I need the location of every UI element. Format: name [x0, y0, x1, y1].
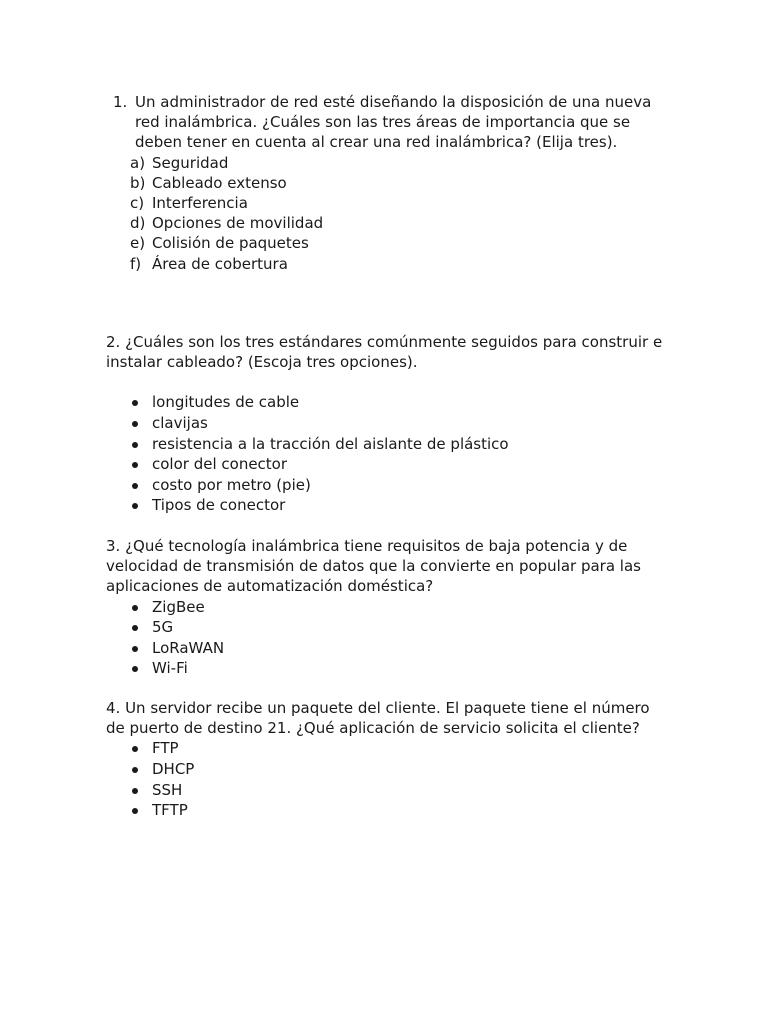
bullet-icon	[132, 421, 138, 427]
question-1	[106, 92, 666, 274]
bullet-icon	[132, 666, 138, 672]
bullet-icon	[132, 788, 138, 794]
list-item	[106, 658, 666, 679]
list-item	[106, 392, 666, 413]
bullet-icon	[132, 767, 138, 773]
option-c-text: Interferencia	[152, 194, 248, 213]
list-item-text: ZigBee	[152, 597, 205, 616]
option-d	[130, 213, 666, 233]
question-2-text: 2. ¿Cuáles son los tres estándares comúnmente seguidos para construir e instalar cableado? (Escoja tres opciones).	[106, 333, 663, 372]
list-item-text: costo por metro (pie)	[152, 475, 311, 494]
list-item-text: color del conector	[152, 455, 288, 474]
question-1-text: Un administrador de red esté diseñando la disposición de una nueva red inalámbrica. ¿Cuáles son las tres áreas de importancia que se deben tener en cuenta al crear una red inalámbrica? (Elija tres).	[135, 93, 652, 152]
list-item	[106, 597, 666, 618]
question-4-text: 4. Un servidor recibe un paquete del cliente. El paquete tiene el número de puerto de destino 21. ¿Qué aplicación de servicio solicita el cliente?	[106, 699, 650, 738]
list-item-text: Wi-Fi	[152, 659, 188, 678]
bullet-icon	[132, 483, 138, 489]
question-4-options	[106, 738, 666, 820]
option-b-letter: b)	[130, 173, 146, 192]
list-item	[106, 738, 666, 759]
option-a-letter: a)	[130, 153, 146, 172]
list-item	[106, 638, 666, 659]
list-item-text: clavijas	[152, 414, 208, 432]
bullet-icon	[132, 808, 138, 814]
bullet-icon	[132, 503, 138, 509]
list-item	[106, 454, 666, 475]
question-3	[106, 536, 666, 679]
option-f	[130, 254, 666, 274]
bullet-icon	[132, 625, 138, 631]
question-4	[106, 698, 666, 821]
question-2	[106, 332, 666, 516]
question-2-options	[106, 392, 666, 516]
list-item	[106, 800, 666, 821]
list-item-text: 5G	[152, 618, 174, 637]
option-c	[130, 193, 666, 213]
question-1-number: 1.	[113, 93, 128, 111]
list-item	[106, 475, 666, 496]
question-3-options	[106, 597, 666, 679]
option-a-text: Seguridad	[152, 153, 229, 172]
question-1-options	[106, 153, 666, 274]
bullet-icon	[132, 746, 138, 752]
list-item	[106, 617, 666, 638]
option-f-letter: f)	[130, 254, 142, 273]
option-d-text: Opciones de movilidad	[152, 214, 324, 233]
list-item-text: resistencia a la tracción del aislante de plástico	[152, 434, 509, 453]
option-c-letter: c)	[130, 194, 145, 213]
bullet-icon	[132, 646, 138, 652]
list-item	[106, 759, 666, 780]
option-e	[130, 233, 666, 253]
list-item-text: DHCP	[152, 760, 195, 778]
list-item	[106, 780, 666, 801]
list-item	[106, 413, 666, 434]
bullet-icon	[132, 462, 138, 468]
list-item-text: SSH	[152, 780, 183, 799]
bullet-icon	[132, 400, 138, 406]
question-3-text: 3. ¿Qué tecnología inalámbrica tiene requisitos de baja potencia y de velocidad de transmisión de datos que la convierte en popular para las aplicaciones de automatización doméstica?	[106, 537, 641, 596]
list-item-text: longitudes de cable	[152, 393, 300, 412]
option-a	[130, 153, 666, 173]
list-item	[106, 434, 666, 455]
option-e-letter: e)	[130, 234, 146, 253]
list-item-text: TFTP	[152, 801, 188, 820]
option-b-text: Cableado extenso	[152, 173, 287, 192]
list-item-text: LoRaWAN	[152, 638, 225, 657]
option-b	[130, 173, 666, 193]
list-item	[106, 495, 666, 516]
list-item-text: FTP	[152, 739, 179, 758]
bullet-icon	[132, 442, 138, 448]
bullet-icon	[132, 605, 138, 611]
list-item-text: Tipos de conector	[152, 496, 286, 515]
option-e-text: Colisión de paquetes	[152, 234, 309, 253]
option-d-letter: d)	[130, 214, 146, 233]
question-1-stem	[106, 92, 666, 153]
option-f-text: Área de cobertura	[152, 254, 288, 273]
